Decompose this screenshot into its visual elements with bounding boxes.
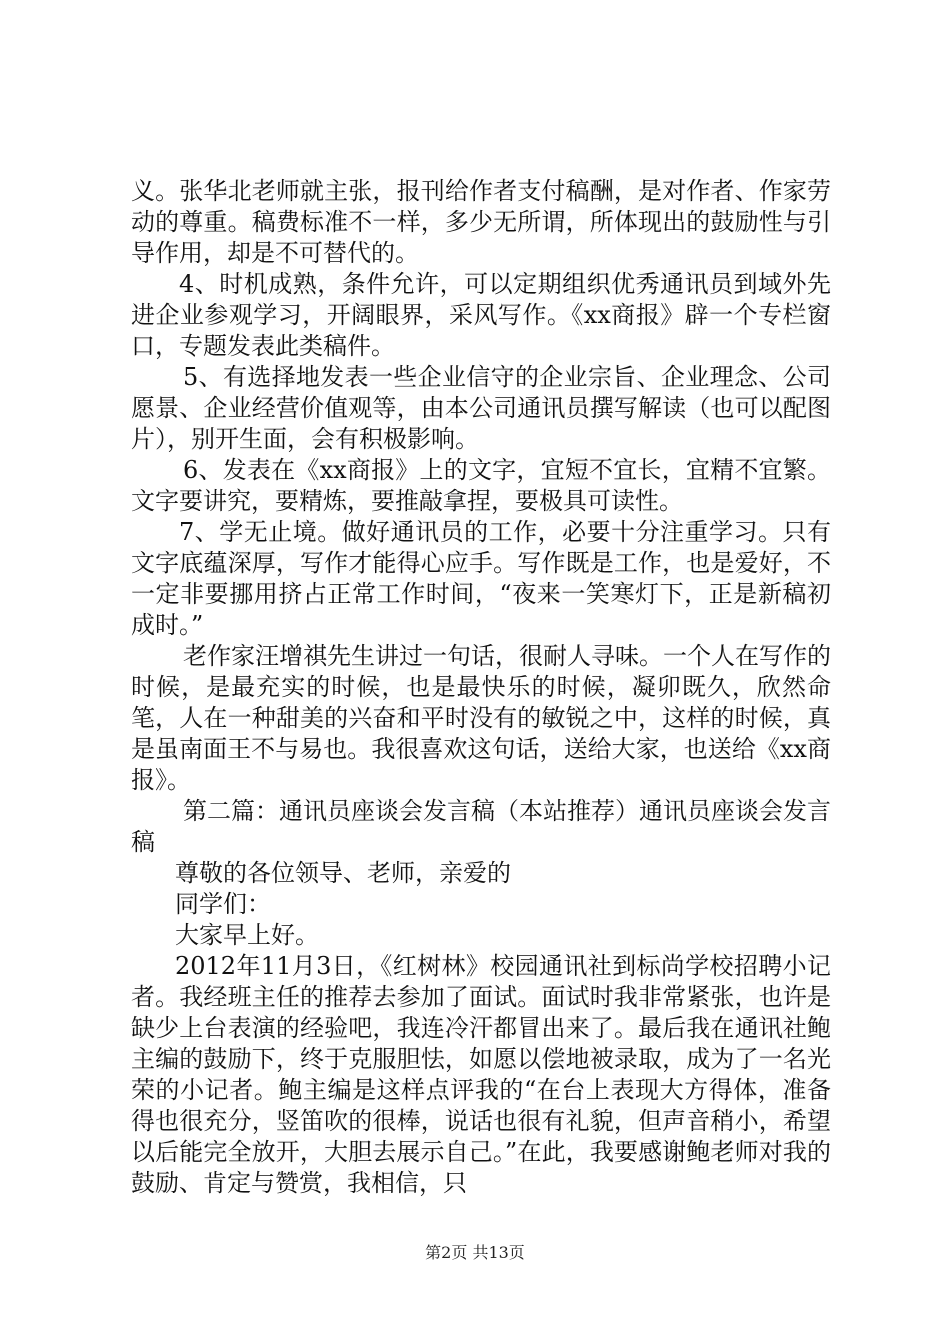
paragraph-item-7: 7、学无止境。做好通讯员的工作，必要十分注重学习。只有文字底蕴深厚，写作才能得心应手。写作既是工作，也是爱好，不一定非要挪用挤占正常工作时间，“夜来一笑寒灯下，正是新稿初成时。” <box>131 518 831 639</box>
paragraph-continuation: 义。张华北老师就主张，报刊给作者支付稿酬，是对作者、作家劳动的尊重。稿费标准不一样，多少无所谓，所体现出的鼓励性与引导作用，却是不可替代的。 <box>131 177 831 267</box>
paragraph-item-6: 6、发表在《xx商报》上的文字，宜短不宜长，宜精不宜繁。文字要讲究，要精炼，要推敲拿捏，要极具可读性。 <box>131 456 831 515</box>
greeting-line: 大家早上好。 <box>175 921 319 949</box>
paragraph-quote: 老作家汪增祺先生讲过一句话，很耐人寻味。一个人在写作的时候，是最充实的时候，也是最快乐的时候，凝卯既久，欣然命笔，人在一种甜美的兴奋和平时没有的敏锐之中，这样的时候，真是虽南面王不与易也。我很喜欢这句话，送给大家，也送给《xx商报》。 <box>131 642 831 794</box>
section-heading: 第二篇：通讯员座谈会发言稿（本站推荐）通讯员座谈会发言稿 <box>131 797 831 856</box>
salutation-line-2: 同学们： <box>175 890 271 918</box>
page-footer: 第2页 共13页 <box>425 1243 525 1262</box>
document-body <box>131 176 831 1199</box>
paragraph-item-5: 5、有选择地发表一些企业信守的企业宗旨、企业理念、公司愿景、企业经营价值观等，由本公司通讯员撰写解读（也可以配图片），别开生面，会有积极影响。 <box>131 363 831 453</box>
paragraph-item-4: 4、时机成熟，条件允许，可以定期组织优秀通讯员到域外先进企业参观学习，开阔眼界，采风写作。《xx商报》辟一个专栏窗口，专题发表此类稿件。 <box>131 270 831 360</box>
paragraph-body: 2012年11月3日，《红树林》校园通讯社到标尚学校招聘小记者。我经班主任的推荐去参加了面试。面试时我非常紧张，也许是缺少上台表演的经验吧，我连冷汗都冒出来了。最后我在通讯社鲍主编的鼓励下，终于克服胆怯，如愿以偿地被录取，成为了一名光荣的小记者。鲍主编是这样点评我的“在台上表现大方得体，准备得也很充分，竖笛吹的很棒，说话也很有礼貌，但声音稍小，希望以后能完全放开，大胆去展示自己。”在此，我要感谢鲍老师对我的鼓励、肯定与赞赏，我相信，只 <box>131 952 831 1197</box>
salutation-line-1: 尊敬的各位领导、老师，亲爱的 <box>175 859 511 887</box>
